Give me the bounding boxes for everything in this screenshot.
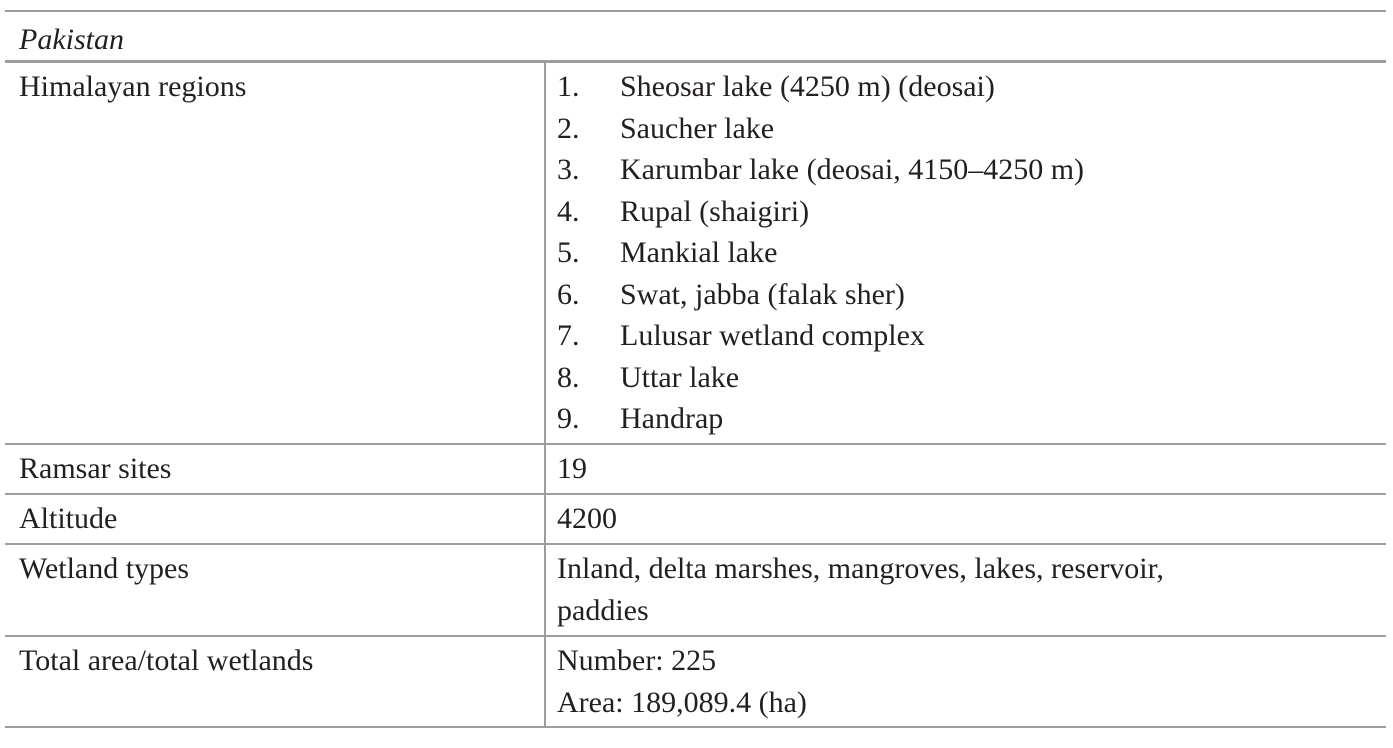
row-value-altitude: 4200 (557, 502, 617, 535)
list-item-text: Uttar lake (620, 360, 740, 394)
list-item-text: Saucher lake (620, 111, 775, 145)
region-list (557, 66, 1386, 440)
table-row-altitude (5, 495, 1386, 545)
row-value-wetland-types (546, 545, 1386, 635)
list-item-text: Handrap (620, 402, 724, 435)
list-item-text: Lulusar wetland complex (620, 319, 925, 352)
wetland-types-line-1: Inland, delta marshes, mangroves, lakes, reservoir, (557, 552, 1164, 585)
total-area-line: Area: 189,089.4 (ha) (557, 685, 807, 719)
table-row-total-area (5, 637, 1386, 728)
list-item (557, 108, 1386, 150)
list-item-text: Swat, jabba (falak sher) (620, 277, 905, 311)
list-item (557, 398, 1386, 440)
row-label-total-area: Total area/total wetlands (5, 637, 546, 726)
list-item-number: 9. (557, 402, 580, 435)
table-header-row (5, 12, 1386, 63)
list-item-text: Sheosar lake (4250 m) (deosai) (620, 70, 995, 103)
list-item-text: Karumbar lake (deosai, 4150–4250 m) (620, 153, 1085, 186)
row-value-total-area (546, 637, 1386, 726)
list-item-text: Mankial lake (620, 236, 778, 269)
list-item-number: 4. (557, 194, 580, 228)
list-item-number: 1. (557, 70, 580, 103)
row-label-wetland-types: Wetland types (5, 545, 546, 635)
row-label-ramsar-sites: Ramsar sites (5, 445, 546, 493)
table-row-ramsar-sites (5, 445, 1386, 495)
row-label-himalayan-regions: Himalayan regions (5, 63, 546, 443)
list-item (557, 274, 1386, 316)
row-value-himalayan-regions (546, 63, 1386, 443)
table-row-himalayan-regions (5, 63, 1386, 445)
table-row-wetland-types (5, 545, 1386, 637)
list-item-number: 5. (557, 236, 580, 269)
list-item-number: 3. (557, 153, 580, 186)
wetland-types-line-2: paddies (557, 593, 649, 627)
list-item-number: 7. (557, 319, 580, 352)
country-heading: Pakistan (19, 23, 124, 56)
list-item-text: Rupal (shaigiri) (620, 194, 810, 228)
row-value-ramsar-sites: 19 (557, 452, 587, 485)
list-item (557, 315, 1386, 357)
wetlands-table (5, 10, 1386, 728)
list-item (557, 191, 1386, 233)
list-item-number: 2. (557, 111, 580, 145)
list-item (557, 66, 1386, 108)
list-item (557, 149, 1386, 191)
list-item (557, 357, 1386, 399)
row-label-altitude: Altitude (5, 495, 546, 543)
list-item (557, 232, 1386, 274)
total-number-line: Number: 225 (557, 644, 717, 677)
list-item-number: 8. (557, 360, 580, 394)
list-item-number: 6. (557, 277, 580, 311)
